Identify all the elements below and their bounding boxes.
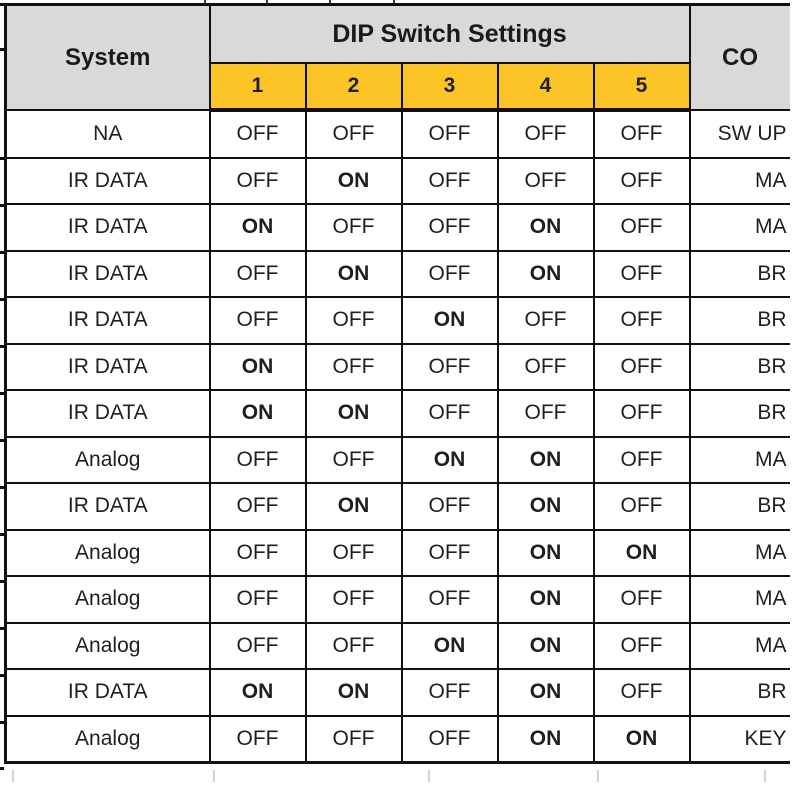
switch-2-value-cell: OFF <box>306 204 402 251</box>
table-row <box>6 437 790 484</box>
switch-1-value-cell: OFF <box>210 251 306 298</box>
switch-3-value-cell: OFF <box>402 204 498 251</box>
switch-4-value-cell: ON <box>498 576 594 623</box>
comment-cell-truncated: BR <box>690 251 790 298</box>
switch-1-header: 1 <box>210 63 306 110</box>
cropped-gridline-tick <box>428 770 430 782</box>
switch-1-value-cell: OFF <box>210 623 306 670</box>
switch-3-value-cell: ON <box>402 623 498 670</box>
switch-1-value-cell: ON <box>210 390 306 437</box>
switch-3-value-cell: ON <box>402 437 498 484</box>
switch-5-header: 5 <box>594 63 690 110</box>
switch-2-value-cell: ON <box>306 483 402 530</box>
switch-5-value-cell: OFF <box>594 623 690 670</box>
switch-4-value-cell: OFF <box>498 390 594 437</box>
system-cell: IR DATA <box>6 390 210 437</box>
system-cell: IR DATA <box>6 669 210 716</box>
system-cell: IR DATA <box>6 158 210 205</box>
switch-2-value-cell: ON <box>306 390 402 437</box>
comment-cell-truncated: MA <box>690 530 790 577</box>
switch-2-value-cell: OFF <box>306 110 402 158</box>
table-row <box>6 251 790 298</box>
system-column-header: System <box>6 5 210 111</box>
switch-3-value-cell: OFF <box>402 110 498 158</box>
dip-switch-settings-table <box>4 3 790 764</box>
switch-4-header: 4 <box>498 63 594 110</box>
table-row <box>6 390 790 437</box>
comment-cell-truncated: BR <box>690 483 790 530</box>
switch-3-value-cell: OFF <box>402 344 498 391</box>
switch-4-value-cell: OFF <box>498 158 594 205</box>
switch-1-value-cell: ON <box>210 669 306 716</box>
switch-2-value-cell: ON <box>306 251 402 298</box>
comment-cell-truncated: SW UP <box>690 110 790 158</box>
cropped-gridline-tick <box>597 770 599 782</box>
switch-2-value-cell: OFF <box>306 576 402 623</box>
switch-4-value-cell: ON <box>498 669 594 716</box>
switch-5-value-cell: OFF <box>594 204 690 251</box>
switch-1-value-cell: OFF <box>210 483 306 530</box>
switch-3-value-cell: OFF <box>402 530 498 577</box>
switch-2-value-cell: ON <box>306 669 402 716</box>
switch-4-value-cell: ON <box>498 251 594 298</box>
cropped-gridline-tick <box>12 770 14 782</box>
switch-3-value-cell: OFF <box>402 576 498 623</box>
switch-3-value-cell: OFF <box>402 669 498 716</box>
switch-4-value-cell: ON <box>498 483 594 530</box>
comment-cell-truncated: BR <box>690 669 790 716</box>
table-row <box>6 158 790 205</box>
cropped-gridline-stub <box>0 767 4 771</box>
switch-5-value-cell: OFF <box>594 669 690 716</box>
comment-cell-truncated: MA <box>690 623 790 670</box>
table-row <box>6 623 790 670</box>
switch-4-value-cell: ON <box>498 437 594 484</box>
table-row <box>6 110 790 158</box>
system-cell: IR DATA <box>6 344 210 391</box>
system-cell: IR DATA <box>6 297 210 344</box>
switch-1-value-cell: OFF <box>210 530 306 577</box>
switch-3-value-cell: OFF <box>402 251 498 298</box>
system-cell: Analog <box>6 576 210 623</box>
table-row <box>6 297 790 344</box>
system-cell: Analog <box>6 623 210 670</box>
system-cell: IR DATA <box>6 483 210 530</box>
switch-5-value-cell: ON <box>594 530 690 577</box>
comment-cell-truncated: MA <box>690 158 790 205</box>
switch-2-value-cell: OFF <box>306 297 402 344</box>
switch-5-value-cell: OFF <box>594 251 690 298</box>
table-row <box>6 530 790 577</box>
table-row <box>6 576 790 623</box>
comment-cell-truncated: MA <box>690 437 790 484</box>
switch-2-value-cell: OFF <box>306 716 402 763</box>
comment-cell-truncated: BR <box>690 390 790 437</box>
switch-5-value-cell: OFF <box>594 344 690 391</box>
switch-1-value-cell: OFF <box>210 297 306 344</box>
table-row <box>6 204 790 251</box>
dip-switch-settings-group-header: DIP Switch Settings <box>210 5 690 64</box>
comment-cell-truncated: MA <box>690 576 790 623</box>
comment-cell-truncated: BR <box>690 297 790 344</box>
switch-3-value-cell: OFF <box>402 716 498 763</box>
table-row <box>6 669 790 716</box>
system-cell: IR DATA <box>6 204 210 251</box>
switch-2-value-cell: ON <box>306 158 402 205</box>
switch-4-value-cell: ON <box>498 530 594 577</box>
switch-2-value-cell: OFF <box>306 344 402 391</box>
switch-5-value-cell: OFF <box>594 483 690 530</box>
switch-3-value-cell: OFF <box>402 483 498 530</box>
switch-4-value-cell: ON <box>498 716 594 763</box>
comment-column-header-truncated: CO <box>690 5 790 111</box>
system-cell: Analog <box>6 716 210 763</box>
cropped-gridline-tick <box>213 770 215 782</box>
switch-5-value-cell: OFF <box>594 110 690 158</box>
comment-cell-truncated: KEY <box>690 716 790 763</box>
table-row <box>6 344 790 391</box>
switch-2-header: 2 <box>306 63 402 110</box>
cropped-gridline-tick <box>764 770 766 782</box>
table-row <box>6 483 790 530</box>
switch-3-value-cell: ON <box>402 297 498 344</box>
comment-cell-truncated: BR <box>690 344 790 391</box>
switch-3-value-cell: OFF <box>402 158 498 205</box>
switch-4-value-cell: ON <box>498 623 594 670</box>
switch-4-value-cell: OFF <box>498 344 594 391</box>
system-cell: Analog <box>6 437 210 484</box>
system-cell: IR DATA <box>6 251 210 298</box>
switch-1-value-cell: OFF <box>210 576 306 623</box>
switch-5-value-cell: ON <box>594 716 690 763</box>
switch-1-value-cell: ON <box>210 204 306 251</box>
switch-1-value-cell: OFF <box>210 716 306 763</box>
switch-5-value-cell: OFF <box>594 390 690 437</box>
system-cell: Analog <box>6 530 210 577</box>
switch-2-value-cell: OFF <box>306 530 402 577</box>
switch-4-value-cell: OFF <box>498 110 594 158</box>
switch-4-value-cell: ON <box>498 204 594 251</box>
switch-3-value-cell: OFF <box>402 390 498 437</box>
switch-5-value-cell: OFF <box>594 576 690 623</box>
switch-1-value-cell: OFF <box>210 437 306 484</box>
table-row <box>6 716 790 763</box>
switch-1-value-cell: ON <box>210 344 306 391</box>
switch-5-value-cell: OFF <box>594 437 690 484</box>
switch-1-value-cell: OFF <box>210 110 306 158</box>
system-cell: NA <box>6 110 210 158</box>
switch-5-value-cell: OFF <box>594 297 690 344</box>
switch-2-value-cell: OFF <box>306 623 402 670</box>
comment-cell-truncated: MA <box>690 204 790 251</box>
switch-5-value-cell: OFF <box>594 158 690 205</box>
switch-1-value-cell: OFF <box>210 158 306 205</box>
switch-4-value-cell: OFF <box>498 297 594 344</box>
switch-3-header: 3 <box>402 63 498 110</box>
switch-2-value-cell: OFF <box>306 437 402 484</box>
